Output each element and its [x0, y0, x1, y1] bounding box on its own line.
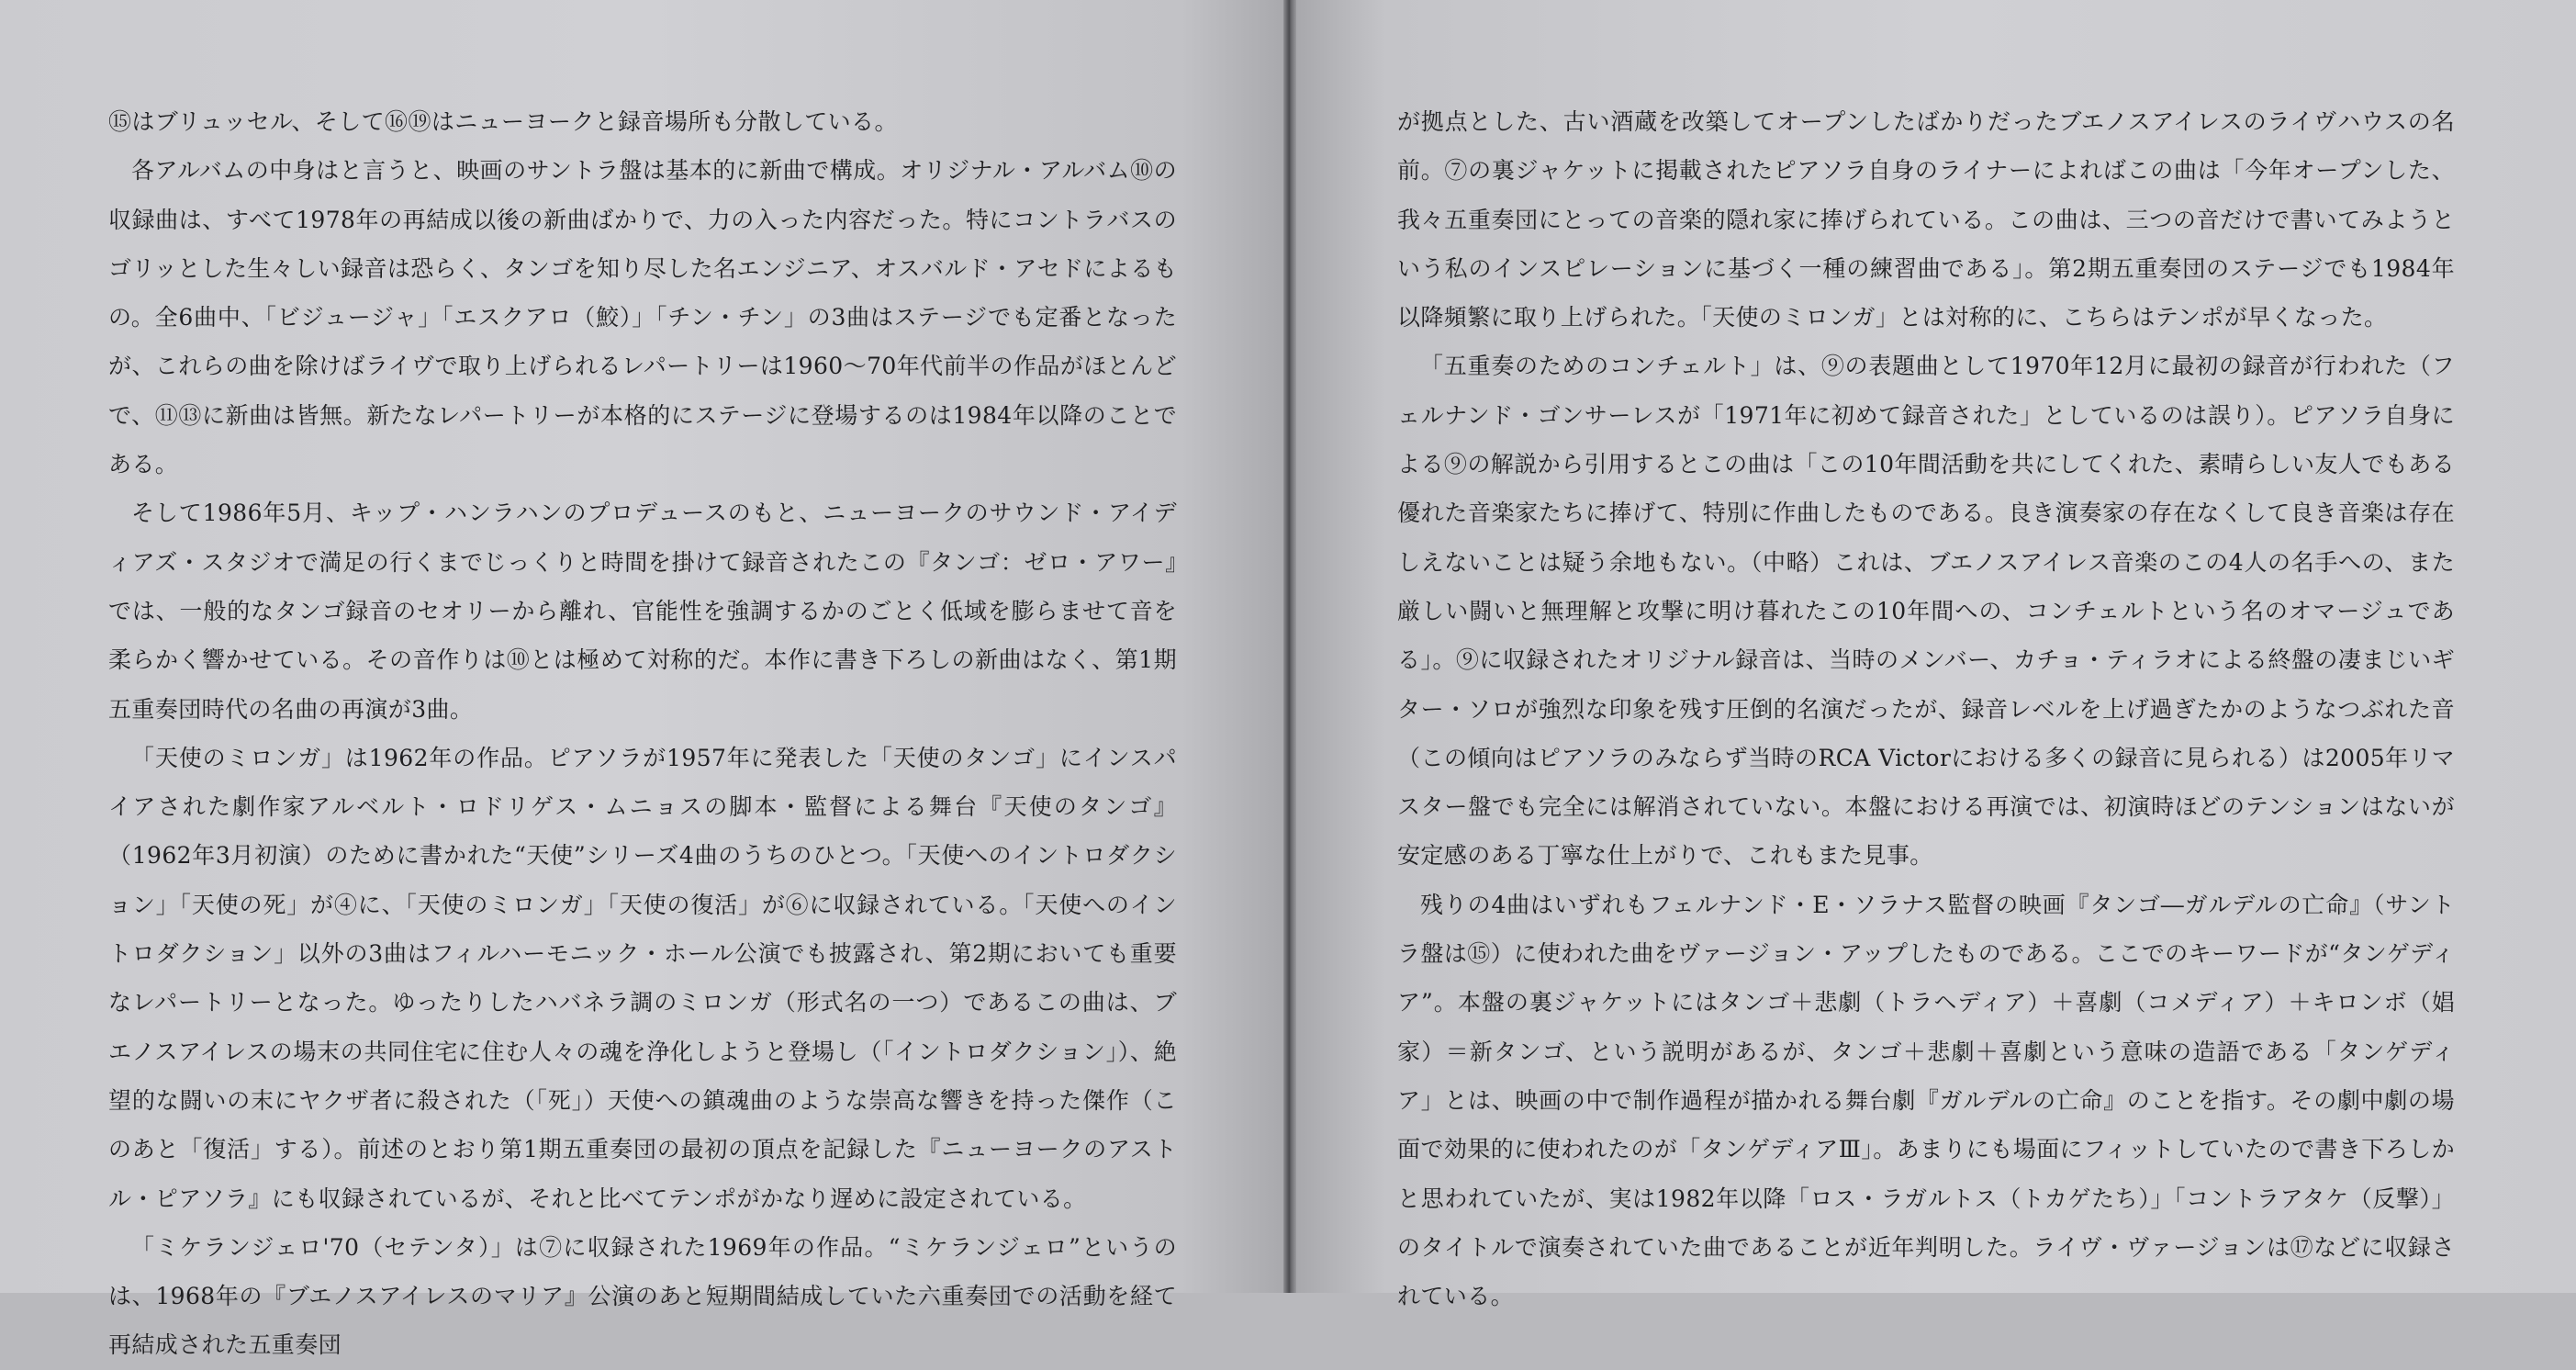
paragraph: 「ミケランジェロ'70（セテンタ）」は⑦に収録された1969年の作品。“ミケランジェロ”というのは、1968年の『ブエノスアイレスのマリア』公演のあと短期間結成していた六重奏団での活動を経て再結成された五重奏団 — [108, 1233, 1177, 1359]
left-page-text — [108, 97, 1177, 1370]
paragraph: が拠点とした、古い酒蔵を改築してオープンしたばかりだったブエノスアイレスのライヴハウスの名前。⑦の裏ジャケットに掲載されたピアソラ自身のライナーによればこの曲は「今年オープンした、我々五重奏団にとっての音楽的隠れ家に捧げられている。この曲は、三つの音だけで書いてみようという私のインスピレーションに基づく一種の練習曲である」。第2期五重奏団のステージでも1984年以降頻繁に取り上げられた。「天使のミロンガ」とは対称的に、こちらはテンポが早くなった。 — [1397, 108, 2455, 331]
left-page — [0, 0, 1283, 1359]
right-page-text — [1397, 97, 2455, 1320]
right-page — [1296, 0, 2576, 1310]
paragraph: 「天使のミロンガ」は1962年の作品。ピアソラが1957年に発表した「天使のタンゴ」にインスパイアされた劇作家アルベルト・ロドリゲス・ムニョスの脚本・監督による舞台『天使のタンゴ』（1962年3月初演）のために書かれた“天使”シリーズ4曲のうちのひとつ。「天使へのイントロダクション」「天使の死」が④に、「天使のミロンガ」「天使の復活」が⑥に収録されている。「天使へのイントロダクション」以外の3曲はフィルハーモニック・ホール公演でも披露され、第2期においても重要なレパートリーとなった。ゆったりしたハバネラ調のミロンガ（形式名の一つ）であるこの曲は、ブエノスアイレスの場末の共同住宅に住む人々の魂を浄化しようと登場し（「イントロダクション」）、絶望的な闘いの末にヤクザ者に殺された（「死」）天使への鎮魂曲のような崇高な響きを持った傑作（このあと「復活」する）。前述のとおり第1期五重奏団の最初の頂点を記録した『ニューヨークのアストル・ピアソラ』にも収録されているが、それと比べてテンポがかなり遅めに設定されている。 — [108, 744, 1177, 1212]
paragraph: 残りの4曲はいずれもフェルナンド・E・ソラナス監督の映画『タンゴ―ガルデルの亡命』（サントラ盤は⑮）に使われた曲をヴァージョン・アップしたものである。ここでのキーワードが“タンゲディア”。本盤の裏ジャケットにはタンゴ＋悲劇（トラヘディア）＋喜劇（コメディア）＋キロンボ（娼家）＝新タンゴ、という説明があるが、タンゴ＋悲劇＋喜劇という意味の造語である「タンゲディア」とは、映画の中で制作過程が描かれる舞台劇『ガルデルの亡命』のことを指す。その劇中劇の場面で効果的に使われたのが「タンゲディアⅢ」。あまりにも場面にフィットしていたので書き下ろしかと思われていたが、実は1982年以降「ロス・ラガルトス（トカゲたち）」「コントラアタケ（反撃）」のタイトルで演奏されていた曲であることが近年判明した。ライヴ・ヴァージョンは⑰などに収録されている。 — [1397, 891, 2455, 1310]
paragraph: ⑮はブリュッセル、そして⑯⑲はニューヨークと録音場所も分散している。 — [108, 108, 898, 135]
book-gutter — [1283, 0, 1296, 1293]
paragraph: そして1986年5月、キップ・ハンラハンのプロデュースのもと、ニューヨークのサウンド・アイディアズ・スタジオで満足の行くまでじっくりと時間を掛けて録音されたこの『タンゴ：ゼロ・アワー』では、一般的なタンゴ録音のセオリーから離れ、官能性を強調するかのごとく低域を膨らませて音を柔らかく響かせている。その音作りは⑩とは極めて対称的だ。本作に書き下ろしの新曲はなく、第1期五重奏団時代の名曲の再演が3曲。 — [108, 500, 1177, 723]
paragraph: 「五重奏のためのコンチェルト」は、⑨の表題曲として1970年12月に最初の録音が行われた（フェルナンド・ゴンサーレスが「1971年に初めて録音された」としているのは誤り）。ピアソラ自身による⑨の解説から引用するとこの曲は「この10年間活動を共にしてくれた、素晴らしい友人でもある優れた音楽家たちに捧げて、特別に作曲したものである。良き演奏家の存在なくして良き音楽は存在しえないことは疑う余地もない。（中略）これは、ブエノスアイレス音楽のこの4人の名手への、また厳しい闘いと無理解と攻撃に明け暮れたこの10年間への、コンチェルトという名のオマージュである」。⑨に収録されたオリジナル録音は、当時のメンバー、カチョ・ティラオによる終盤の凄まじいギター・ソロが強烈な印象を残す圧倒的名演だったが、録音レベルを上げ過ぎたかのようなつぶれた音（この傾向はピアソラのみならず当時のRCA Victorにおける多くの録音に見られる）は2005年リマスター盤でも完全には解消されていない。本盤における再演では、初演時ほどのテンションはないが安定感のある丁寧な仕上がりで、これもまた見事。 — [1397, 353, 2455, 870]
paragraph: 各アルバムの中身はと言うと、映画のサントラ盤は基本的に新曲で構成。オリジナル・アルバム⑩の収録曲は、すべて1978年の再結成以後の新曲ばかりで、力の入った内容だった。特にコントラバスのゴリッとした生々しい録音は恐らく、タンゴを知り尽した名エンジニア、オスバルド・アセドによるもの。全6曲中、「ビジュージャ」「エスクアロ（鮫）」「チン・チン」の3曲はステージでも定番となったが、これらの曲を除けばライヴで取り上げられるレパートリーは1960～70年代前半の作品がほとんどで、⑪⑬に新曲は皆無。新たなレパートリーが本格的にステージに登場するのは1984年以降のことである。 — [108, 157, 1177, 478]
